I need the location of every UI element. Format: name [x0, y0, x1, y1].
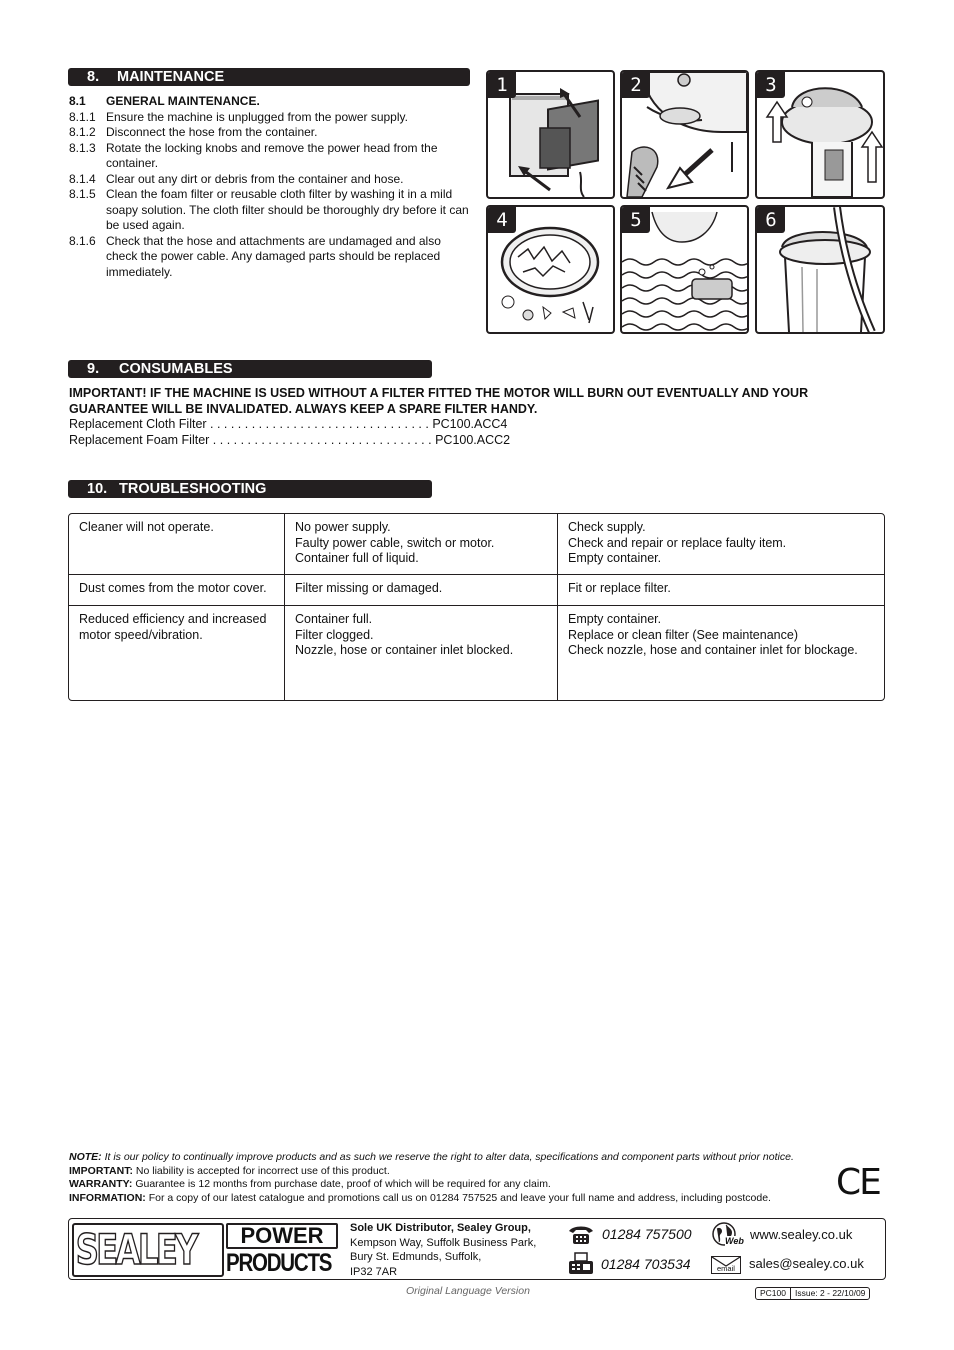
section-number: 9. [87, 361, 100, 377]
cell-problem: Cleaner will not operate. [69, 514, 285, 575]
table-row [69, 606, 884, 700]
email-icon-label: email [717, 1264, 735, 1273]
website-link[interactable]: www.sealey.co.uk [750, 1227, 853, 1242]
item-text: Check that the hose and attachments are undamaged and also check the power cable. Any damaged parts should be replaced immediately. [106, 233, 441, 279]
phone-number[interactable]: 01284 757500 [602, 1226, 692, 1242]
item-text: Ensure the machine is unplugged from the power supply. [106, 109, 408, 124]
cell-cause: Filter missing or damaged. [285, 575, 558, 606]
web-icon [711, 1221, 747, 1249]
figure-number: 2 [622, 72, 650, 98]
legal-notes [69, 1151, 869, 1205]
important-line [69, 1165, 869, 1179]
item-text: Clear out any dirt or debris from the container and hose. [106, 171, 404, 186]
consumable-label: Replacement Foam Filter . . . . . . . . . . . . . . . . . . . . . . . . . . . . . . . . [69, 432, 432, 447]
important-label: IMPORTANT: [69, 1164, 133, 1177]
item-number: 8.1.6 [69, 233, 96, 248]
item-number: 8.1.1 [69, 109, 96, 124]
sealey-logo-text: SEALEY [75, 1225, 197, 1274]
power-logo-text: POWER [226, 1223, 338, 1249]
cell-problem: Dust comes from the motor cover. [69, 575, 285, 606]
consumable-code: PC100.ACC2 [435, 432, 511, 447]
maintenance-item [69, 234, 469, 281]
note-label: NOTE: [69, 1151, 102, 1163]
address-line: IP32 7AR [350, 1265, 398, 1278]
item-number: 8.1.4 [69, 171, 96, 186]
figure-4 [486, 205, 615, 334]
original-language-label: Original Language Version [406, 1285, 530, 1297]
warranty-label: WARRANTY: [69, 1178, 133, 1190]
cell-cause: No power supply. Faulty power cable, switch or motor. Container full of liquid. [285, 514, 558, 575]
item-text: Clean the foam filter or reusable cloth filter by washing it in a mild soapy solution. The cloth filter should be thoroughly dry before it can be used again. [106, 187, 469, 232]
telephone-icon [567, 1224, 595, 1251]
table-row [69, 514, 884, 575]
consumable-code: PC100.ACC4 [432, 417, 508, 431]
email-icon [711, 1256, 741, 1274]
model-number: PC100 [756, 1288, 791, 1299]
item-text: Rotate the locking knobs and remove the power head from the container. [106, 140, 438, 170]
fax-icon [567, 1252, 595, 1281]
maintenance-subheading [69, 94, 469, 110]
figure-2 [620, 70, 749, 199]
item-number: 8.1.3 [69, 140, 96, 155]
distributor-name: Sole UK Distributor, Sealey Group, [350, 1222, 531, 1234]
maintenance-list [69, 110, 469, 281]
section-heading-troubleshooting [68, 480, 432, 498]
consumables-warning: IMPORTANT! IF THE MACHINE IS USED WITHOUT A FILTER FITTED THE MOTOR WILL BURN OUT EVENTUALLY AND YOUR GUARANTEE WILL BE INVALIDATED. ALWAYS KEEP A SPARE FILTER HANDY. [69, 386, 809, 416]
section-heading-maintenance [68, 68, 470, 86]
section-number: 8. [87, 69, 100, 85]
figure-number: 5 [622, 207, 650, 233]
note-line [69, 1151, 869, 1165]
maintenance-text [69, 94, 469, 280]
section-number: 10. [87, 481, 108, 497]
important-text: No liability is accepted for incorrect use of this product. [135, 1164, 390, 1177]
subheading-number: 8.1 [69, 94, 86, 108]
cell-problem: Reduced efficiency and increased motor speed/vibration. [69, 606, 285, 700]
warranty-text: Guarantee is 12 months from purchase date, proof of which will be required for any claim. [135, 1178, 551, 1190]
item-number: 8.1.2 [69, 125, 96, 139]
item-number: 8.1.5 [69, 187, 96, 201]
section-title: TROUBLESHOOTING [119, 481, 267, 497]
fax-number: 01284 703534 [601, 1256, 691, 1272]
maintenance-item [69, 141, 469, 172]
item-text: Disconnect the hose from the container. [106, 125, 318, 139]
ce-mark: CE [836, 1162, 880, 1203]
consumable-label: Replacement Cloth Filter . . . . . . . . . . . . . . . . . . . . . . . . . . . . . . . . [69, 417, 429, 431]
section-title: CONSUMABLES [119, 361, 233, 377]
figure-number: 4 [488, 207, 516, 233]
address-line: Kempson Way, Suffolk Business Park, [350, 1236, 537, 1249]
cell-remedy: Fit or replace filter. [558, 575, 884, 606]
maintenance-item [69, 125, 469, 141]
products-logo-text: PRODUCTS [226, 1249, 332, 1277]
note-text: It is our policy to continually improve products and as such we reserve the right to alter data, specifications and component parts without prior notice. [104, 1151, 794, 1163]
section-heading-consumables [68, 360, 432, 378]
information-text: For a copy of our latest catalogue and promotions call us on 01284 757525 and leave your full name and address, including postcode. [148, 1191, 771, 1204]
figure-number: 6 [757, 207, 785, 233]
distributor-address [350, 1221, 536, 1279]
email-link[interactable]: sales@sealey.co.uk [749, 1256, 864, 1271]
power-products-logo [226, 1223, 338, 1277]
figure-3 [755, 70, 885, 199]
consumable-item [69, 433, 859, 449]
address-line: Bury St. Edmunds, Suffolk, [350, 1251, 482, 1263]
issue-info: Issue: 2 - 22/10/09 [795, 1288, 866, 1298]
consumables-list [69, 417, 859, 448]
consumables-text [69, 386, 859, 448]
figure-number: 3 [757, 72, 785, 98]
sealey-logo [72, 1223, 224, 1277]
table-row [69, 575, 884, 606]
web-icon-label: Web [725, 1236, 744, 1246]
section-title: MAINTENANCE [117, 69, 225, 85]
maintenance-item [69, 172, 469, 188]
information-label: INFORMATION: [69, 1191, 146, 1204]
cell-remedy: Empty container. Replace or clean filter (See maintenance) Check nozzle, hose and container inlet for blockage. [568, 612, 858, 657]
figure-1 [486, 70, 615, 199]
consumable-item [69, 417, 859, 433]
information-line [69, 1192, 869, 1206]
issue-box [755, 1287, 870, 1300]
maintenance-item [69, 110, 469, 126]
subheading-title: GENERAL MAINTENANCE. [106, 94, 260, 108]
cell-remedy: Check supply. Check and repair or replace faulty item. Empty container. [558, 514, 884, 575]
troubleshooting-table [68, 513, 885, 701]
figure-5 [620, 205, 749, 334]
cell-cause: Container full. Filter clogged. Nozzle, hose or container inlet blocked. [285, 606, 558, 700]
warranty-line [69, 1178, 869, 1192]
figure-number: 1 [488, 72, 516, 98]
figure-6 [755, 205, 885, 334]
maintenance-item [69, 187, 469, 234]
